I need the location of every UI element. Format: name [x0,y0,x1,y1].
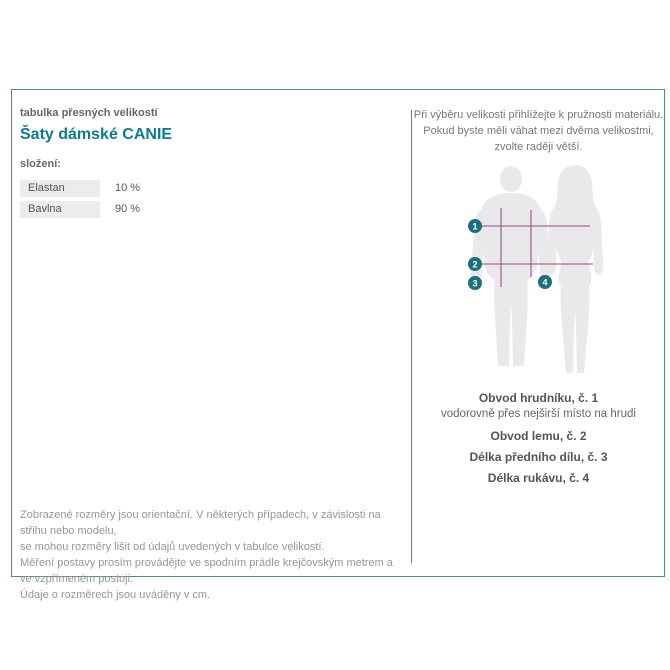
marker-number: 3 [472,278,478,289]
body-silhouette-male-icon [471,166,552,366]
measurement-label-front-length: Délka předního dílu, č. 3 [469,450,608,464]
disclaimer-line: Měření postavy prosím provádějte ve spodním prádle krejčovským metrem a ve vzpřímeném postoji. [20,557,393,585]
product-title: Šaty dámské CANIE [20,126,173,143]
measurement-label-sleeve: Délka rukávu, č. 4 [487,471,590,485]
measurement-diagram [450,160,630,390]
panel-divider [411,110,412,563]
measure-marker-2-icon [468,257,482,271]
marker-number: 2 [472,259,478,270]
advice-line: Pokud byste měli váhat mezi dvěma velikostmi, [423,125,654,137]
disclaimer-line: Zobrazené rozměry jsou orientační. V některých případech, v závislosti na střihu nebo modelu, [20,509,381,537]
measurement-label-hem: Obvod lemu, č. 2 [490,429,587,443]
composition-table [20,180,220,222]
measure-marker-1-icon [468,219,482,233]
composition-heading: složení: [20,158,61,170]
marker-number: 4 [542,277,548,288]
disclaimer-line: Údaje o rozměrech jsou uváděny v cm. [20,589,211,601]
measure-marker-4-icon [538,275,552,289]
measurement-note-chest: vodorovně přes nejširší místo na hrudi [441,408,636,420]
composition-row [20,180,220,197]
material-percent: 90 % [115,203,141,215]
material-percent: 10 % [115,182,141,194]
material-name: Bavlna [20,201,100,218]
advice-line: zvolte raději větší. [494,141,583,153]
composition-row [20,201,220,218]
panel-eyebrow: tabulka přesných velikostí [20,107,158,119]
marker-number: 1 [472,221,478,232]
measure-marker-3-icon [468,276,482,290]
measurement-label-chest: Obvod hrudníku, č. 1 [478,391,599,405]
material-name: Elastan [20,180,100,197]
advice-line: Při výběru velikosti přihlížejte k pružnosti materiálu. [413,109,664,121]
measurement-disclaimer [20,507,400,603]
disclaimer-line: se mohou rozměry lišit od údajů uvedených v tabulce velikostí. [20,541,325,553]
size-advice [412,107,665,155]
body-silhouette-female-icon [547,165,604,373]
